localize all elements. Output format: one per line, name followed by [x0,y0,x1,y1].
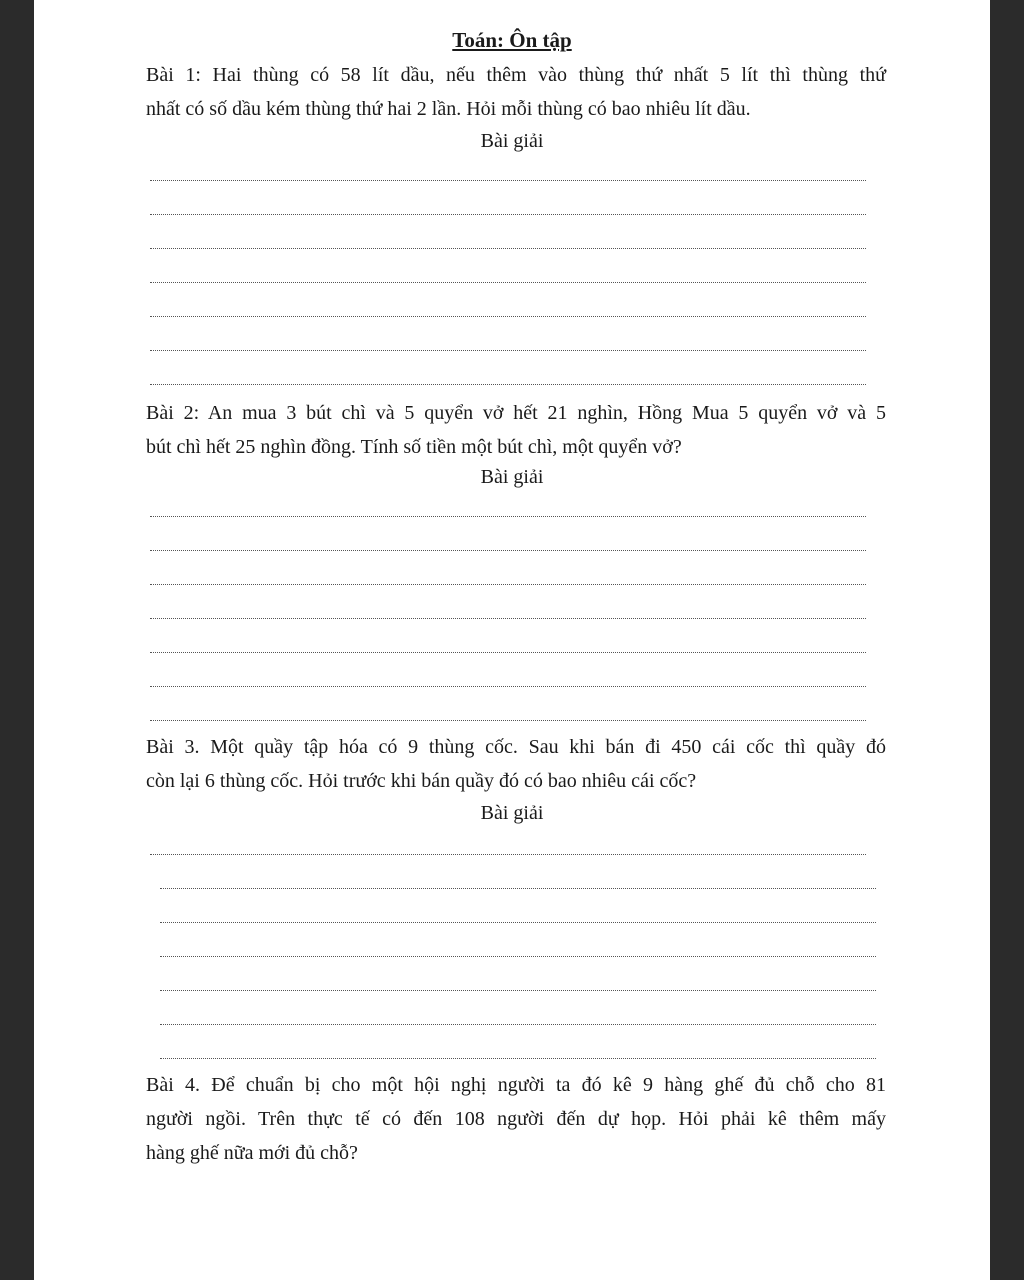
answer-line[interactable] [150,686,866,687]
answer-line[interactable] [160,888,876,889]
answer-line[interactable] [160,956,876,957]
problem-3 [146,730,886,798]
page-title: Toán: Ôn tập [452,28,572,52]
problem-3-line-2: còn lại 6 thùng cốc. Hỏi trước khi bán quầy đó có bao nhiêu cái cốc? [146,770,697,792]
answer-line[interactable] [150,854,866,855]
answer-line[interactable] [150,550,866,551]
solution-label-3: Bài giải [480,802,544,824]
answer-line[interactable] [160,990,876,991]
answer-line[interactable] [150,618,866,619]
answer-line[interactable] [160,922,876,923]
problem-4-line-1: Bài 4. Để chuẩn bị cho một hội nghị người ta đó kê 9 hàng ghế đủ chỗ cho 81 [146,1074,886,1096]
problem-4-line-2: người ngồi. Trên thực tế có đến 108 người đến dự họp. Hỏi phải kê thêm mấy [146,1108,886,1130]
answer-line[interactable] [160,1058,876,1059]
problem-1-line-2: nhất có số dầu kém thùng thứ hai 2 lần. Hỏi mỗi thùng có bao nhiêu lít dầu. [146,98,751,120]
answer-line[interactable] [150,248,866,249]
problem-1 [146,58,886,126]
answer-line[interactable] [150,282,866,283]
problem-4-line-3: hàng ghế nữa mới đủ chỗ? [146,1142,358,1164]
solution-label-1: Bài giải [480,130,544,152]
problem-1-line-1: Bài 1: Hai thùng có 58 lít dầu, nếu thêm vào thùng thứ nhất 5 lít thì thùng thứ [146,64,886,86]
answer-line[interactable] [150,652,866,653]
solution-label-2: Bài giải [480,466,544,488]
answer-line[interactable] [150,350,866,351]
worksheet-page [34,0,990,1280]
problem-3-line-1: Bài 3. Một quầy tập hóa có 9 thùng cốc. Sau khi bán đi 450 cái cốc thì quầy đó [146,736,886,758]
answer-line[interactable] [150,720,866,721]
answer-line[interactable] [150,214,866,215]
problem-2-line-2: bút chì hết 25 nghìn đồng. Tính số tiền một bút chì, một quyển vở? [146,436,682,458]
answer-line[interactable] [160,1024,876,1025]
answer-line[interactable] [150,384,866,385]
problem-2 [146,396,886,464]
problem-2-line-1: Bài 2: An mua 3 bút chì và 5 quyển vở hết 21 nghìn, Hồng Mua 5 quyển vở và 5 [146,402,886,424]
answer-line[interactable] [150,516,866,517]
problem-4 [146,1068,886,1170]
answer-line[interactable] [150,180,866,181]
answer-line[interactable] [150,316,866,317]
answer-line[interactable] [150,584,866,585]
